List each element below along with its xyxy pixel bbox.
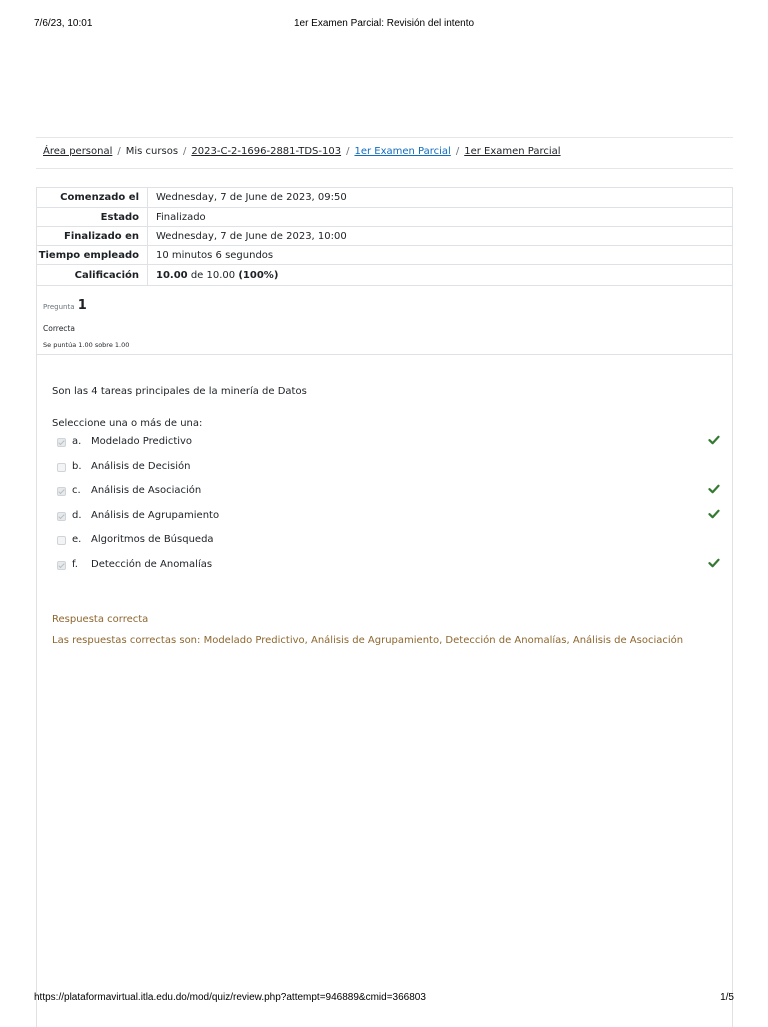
feedback-title: Respuesta correcta (52, 614, 149, 625)
question-label: Pregunta (43, 303, 75, 311)
answer-option (57, 483, 717, 508)
print-header (34, 18, 734, 32)
answer-option (57, 557, 717, 582)
breadcrumb-item-area-personal[interactable]: Área personal (43, 146, 113, 157)
summary-value: Wednesday, 7 de June de 2023, 09:50 (148, 188, 733, 208)
summary-value: Finalizado (148, 208, 733, 227)
breadcrumb-item-mis-cursos: Mis cursos (125, 146, 179, 157)
correct-check-icon (708, 508, 720, 520)
answer-letter: f. (72, 558, 78, 570)
feedback-panel (52, 614, 683, 656)
correct-check-icon (708, 483, 720, 495)
grade-percent-value: 100% (242, 269, 274, 281)
answer-label: Análisis de Agrupamiento (91, 509, 220, 521)
answer-list (57, 434, 717, 582)
summary-label: Estado (37, 208, 148, 227)
question-info-panel (37, 293, 732, 355)
breadcrumb-separator: / (346, 146, 350, 157)
answer-label: Algoritmos de Búsqueda (91, 534, 214, 546)
answer-checkbox[interactable] (57, 536, 66, 545)
correct-check-icon (708, 434, 720, 446)
grade-of: de 10.00 (190, 269, 236, 281)
summary-row-started (37, 188, 732, 208)
answer-option (57, 508, 717, 533)
quiz-review-region (36, 187, 733, 1027)
print-page-number: 1/5 (720, 992, 734, 1003)
question-number (43, 298, 87, 313)
answer-label: Modelado Predictivo (91, 436, 193, 447)
answer-checkbox[interactable] (57, 463, 66, 472)
summary-row-grade (37, 265, 732, 286)
answer-letter: c. (72, 485, 81, 497)
print-url: https://plataformavirtual.itla.edu.do/mod/quiz/review.php?attempt=946889&cmid=366803 (34, 992, 426, 1003)
question-state: Correcta (43, 324, 75, 333)
print-title: 1er Examen Parcial: Revisión del intento (293, 18, 475, 29)
summary-row-state (37, 208, 732, 227)
answer-option (57, 532, 717, 557)
summary-label: Comenzado el (37, 188, 148, 208)
answer-prompt: Seleccione una o más de una: (52, 418, 203, 429)
summary-row-finished (37, 227, 732, 246)
print-date: 7/6/23, 10:01 (34, 18, 93, 29)
summary-value (148, 265, 733, 286)
summary-value: Wednesday, 7 de June de 2023, 10:00 (148, 227, 733, 246)
answer-letter: a. (72, 436, 82, 447)
breadcrumb-item-quiz-review[interactable]: 1er Examen Parcial (464, 146, 561, 157)
answer-checkbox[interactable] (57, 512, 66, 521)
summary-label: Calificación (37, 265, 148, 286)
feedback-right-answer: Las respuestas correctas son: Modelado Predictivo, Análisis de Agrupamiento, Detección de Anomalías, Análisis de Asociación (52, 635, 684, 646)
answer-option (57, 434, 717, 459)
answer-label: Análisis de Decisión (91, 460, 191, 472)
correct-check-icon (708, 557, 720, 569)
question-number-value: 1 (77, 298, 87, 313)
answer-checkbox[interactable] (57, 438, 66, 447)
answer-letter: e. (72, 534, 82, 546)
breadcrumb-separator: / (183, 146, 187, 157)
breadcrumb-item-quiz[interactable]: 1er Examen Parcial (354, 146, 451, 157)
answer-label: Análisis de Asociación (91, 485, 202, 497)
summary-row-time (37, 246, 732, 265)
attempt-summary-table (37, 188, 732, 286)
grade-score: 10.00 (156, 269, 188, 281)
breadcrumb-separator: / (455, 146, 460, 157)
question-grade: Se puntúa 1.00 sobre 1.00 (43, 341, 130, 349)
summary-label: Finalizado en (37, 227, 148, 246)
answer-option (57, 459, 717, 484)
breadcrumb-separator: / (117, 146, 121, 157)
answer-letter: b. (72, 460, 82, 472)
answer-letter: d. (72, 509, 82, 521)
grade-percent: (100%) (238, 269, 279, 281)
summary-label: Tiempo empleado (37, 246, 148, 265)
summary-value: 10 minutos 6 segundos (148, 246, 733, 265)
answer-checkbox[interactable] (57, 561, 66, 570)
question-text: Son las 4 tareas principales de la minería de Datos (52, 386, 307, 397)
answer-checkbox[interactable] (57, 487, 66, 496)
answer-label: Detección de Anomalías (91, 558, 213, 570)
breadcrumb (43, 146, 561, 157)
print-footer (34, 992, 734, 1006)
breadcrumb-bar (36, 137, 733, 169)
breadcrumb-item-course[interactable]: 2023-C-2-1696-2881-TDS-103 (191, 146, 342, 157)
